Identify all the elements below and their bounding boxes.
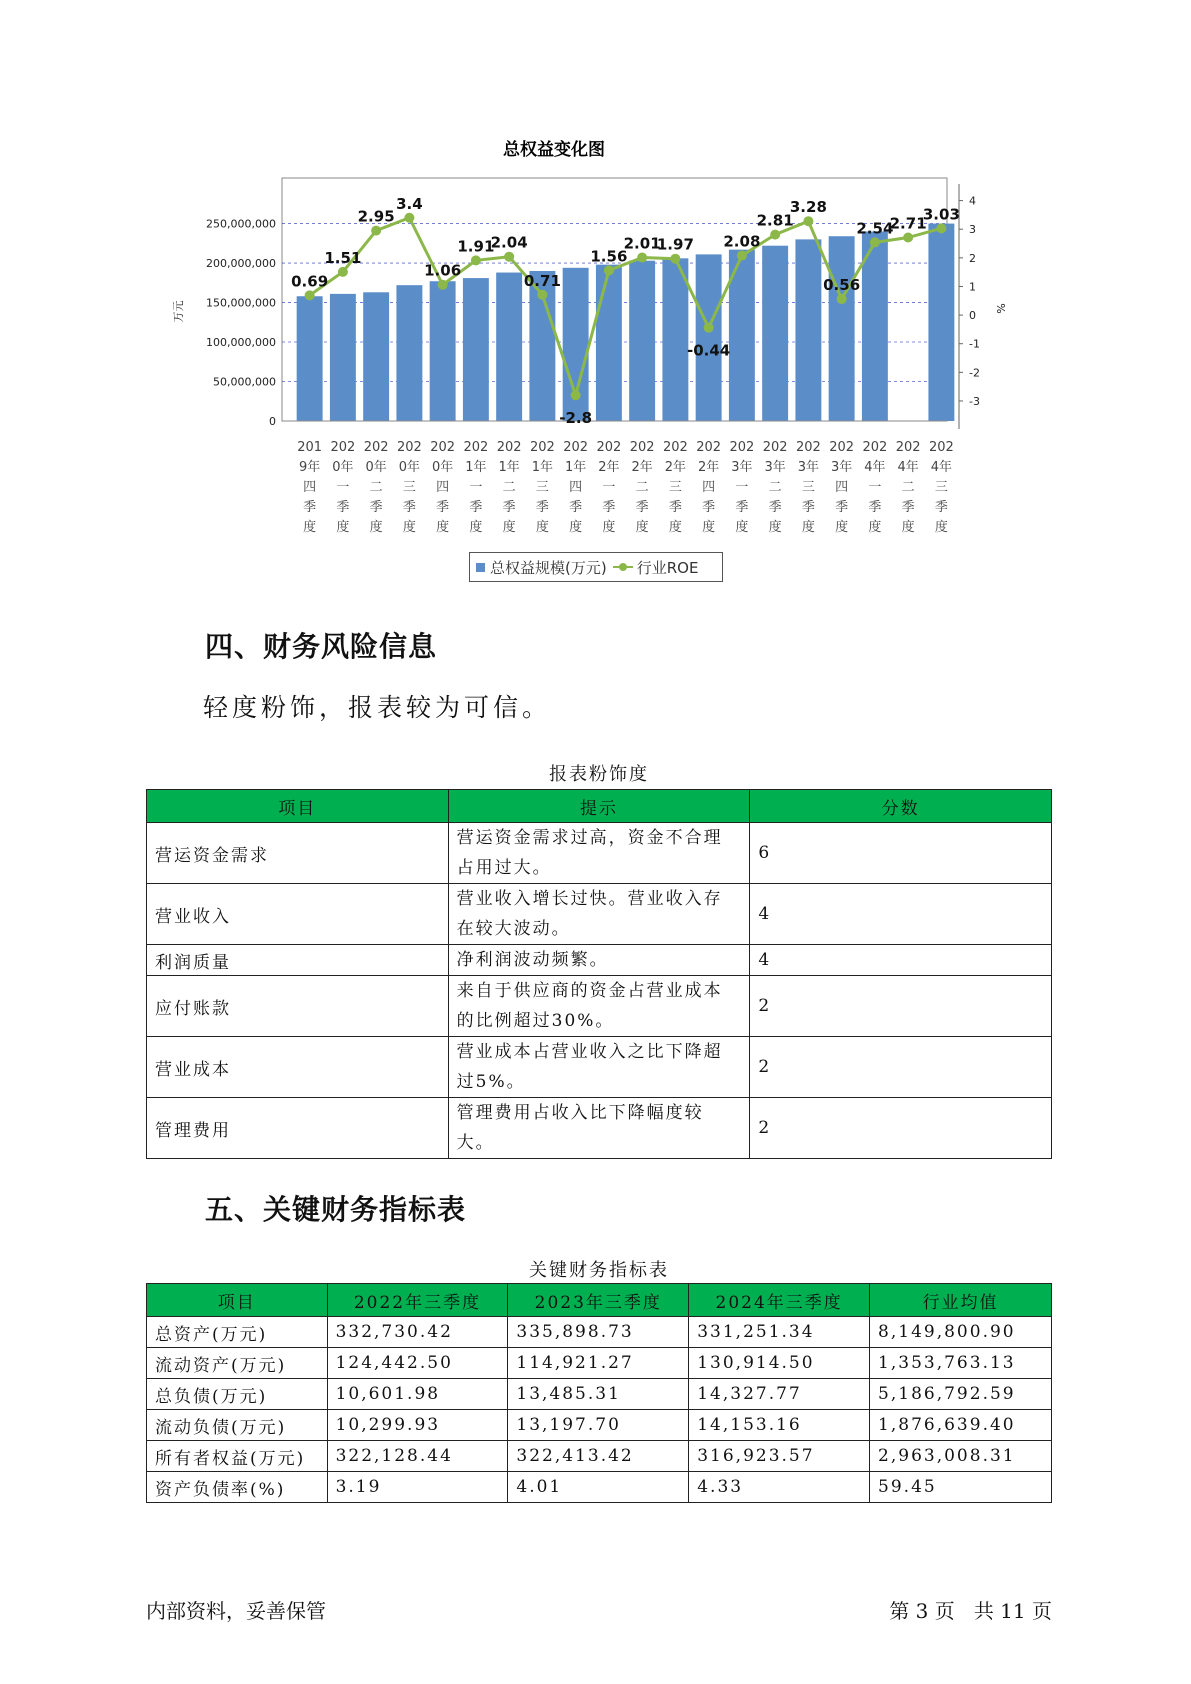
metrics-value-cell: 10,601.98 [327, 1379, 508, 1410]
x-category-label: 202 [463, 440, 489, 455]
x-category-label: 度 [436, 520, 450, 535]
metrics-value-cell: 1,353,763.13 [870, 1348, 1052, 1379]
roe-data-label: 0.71 [523, 271, 561, 290]
x-category-label: 4年 [897, 460, 919, 475]
legend-line-swatch [613, 566, 633, 568]
metrics-value-cell: 4.01 [508, 1472, 689, 1503]
x-category-label: 0年 [398, 460, 421, 475]
risk-table-row [147, 945, 1052, 976]
x-category-label: 四 [569, 480, 583, 495]
equity-chart [150, 140, 1010, 620]
x-category-label: 202 [829, 440, 855, 455]
x-category-label: 三 [668, 480, 682, 495]
x-category-label: 三 [801, 480, 815, 495]
x-category-label: 9年 [298, 460, 321, 475]
risk-table [146, 789, 1052, 1159]
roe-data-label: 1.56 [590, 247, 628, 266]
roe-point [704, 323, 714, 333]
metrics-value-cell: 4.33 [689, 1472, 870, 1503]
x-category-label: 2年 [631, 460, 653, 475]
x-category-label: 度 [502, 520, 516, 535]
x-category-label: 1年 [564, 460, 587, 475]
roe-data-label: 2.81 [756, 211, 794, 230]
y-tick-label: 50,000,000 [213, 375, 276, 389]
metrics-value-cell: 14,153.16 [689, 1410, 870, 1441]
metrics-value-cell: 130,914.50 [689, 1348, 870, 1379]
metrics-value-cell: 124,442.50 [327, 1348, 508, 1379]
metrics-table-row [147, 1379, 1052, 1410]
metrics-value-cell: 322,413.42 [508, 1441, 689, 1472]
x-category-label: 度 [569, 520, 583, 535]
x-category-label: 四 [436, 480, 450, 495]
x-category-label: 度 [402, 520, 416, 535]
roe-data-label: 1.06 [424, 261, 462, 280]
x-category-label: 202 [928, 440, 954, 455]
roe-point [305, 290, 315, 300]
x-category-label: 季 [635, 500, 649, 515]
x-category-label: 季 [369, 500, 383, 515]
x-category-label: 0年 [365, 460, 387, 475]
x-category-label: 度 [735, 520, 749, 535]
risk-header-hint: 提示 [448, 790, 750, 823]
x-category-label: 一 [336, 480, 350, 495]
metrics-value-cell: 331,251.34 [689, 1317, 870, 1348]
roe-point [604, 265, 614, 275]
equity-chart-svg [150, 140, 1010, 550]
metrics-table-row [147, 1441, 1052, 1472]
x-category-label: 2年 [598, 460, 620, 475]
metrics-value-cell: 13,485.31 [508, 1379, 689, 1410]
x-category-label: 度 [835, 520, 849, 535]
x-category-label: 度 [535, 520, 549, 535]
legend-bar-swatch [476, 563, 485, 572]
x-category-label: 三 [402, 480, 416, 495]
roe-point [338, 267, 348, 277]
risk-table-header [147, 790, 1052, 823]
risk-item-cell: 应付账款 [147, 976, 449, 1037]
x-category-label: 二 [635, 480, 649, 495]
metrics-table-row [147, 1472, 1052, 1503]
metrics-header-2022q3: 2022年三季度 [327, 1284, 508, 1317]
equity-bar [696, 254, 722, 421]
x-category-label: 季 [801, 500, 815, 515]
equity-bar [496, 273, 522, 421]
x-category-label: 3年 [797, 460, 820, 475]
risk-item-cell: 营业成本 [147, 1037, 449, 1098]
x-category-label: 季 [868, 500, 882, 515]
x-category-label: 1年 [531, 460, 554, 475]
metrics-value-cell: 335,898.73 [508, 1317, 689, 1348]
equity-bar [297, 296, 323, 421]
metrics-header-2024q3: 2024年三季度 [689, 1284, 870, 1317]
x-category-label: 0年 [431, 460, 454, 475]
risk-table-row [147, 823, 1052, 884]
equity-bar [463, 278, 489, 421]
x-category-label: 季 [336, 500, 350, 515]
x-category-label: 202 [729, 440, 755, 455]
risk-item-cell: 营业收入 [147, 884, 449, 945]
x-category-label: 度 [901, 520, 915, 535]
x-category-label: 二 [901, 480, 915, 495]
roe-point [670, 254, 680, 264]
metrics-table-header [147, 1284, 1052, 1317]
metrics-item-cell: 流动资产(万元) [147, 1348, 328, 1379]
x-category-label: 202 [396, 440, 422, 455]
y2-axis-label: % [994, 303, 1007, 314]
x-category-label: 度 [303, 520, 317, 535]
risk-score-cell: 6 [750, 823, 1052, 884]
x-category-label: 202 [862, 440, 888, 455]
roe-point [737, 251, 747, 261]
equity-bar [363, 292, 389, 421]
y2-tick-label: 2 [969, 251, 976, 265]
x-category-label: 202 [496, 440, 522, 455]
metrics-value-cell: 10,299.93 [327, 1410, 508, 1441]
metrics-value-cell: 332,730.42 [327, 1317, 508, 1348]
risk-table-row [147, 1037, 1052, 1098]
x-category-label: 1年 [465, 460, 487, 475]
x-category-label: 度 [934, 520, 948, 535]
metrics-value-cell: 316,923.57 [689, 1441, 870, 1472]
roe-data-label: 2.08 [723, 232, 761, 251]
metrics-table-row [147, 1348, 1052, 1379]
x-category-label: 季 [602, 500, 616, 515]
x-category-label: 202 [596, 440, 622, 455]
x-category-label: 季 [735, 500, 749, 515]
risk-table-row [147, 884, 1052, 945]
equity-bar [795, 239, 821, 421]
x-category-label: 202 [563, 440, 589, 455]
x-category-label: 一 [602, 480, 616, 495]
roe-data-label: -0.44 [687, 341, 731, 360]
y-tick-label: 100,000,000 [206, 336, 276, 350]
risk-item-cell: 管理费用 [147, 1098, 449, 1159]
risk-header-item: 项目 [147, 790, 449, 823]
metrics-table [146, 1283, 1052, 1503]
x-category-label: 3年 [731, 460, 753, 475]
equity-bar [430, 281, 456, 421]
risk-table-caption: 报表粉饰度 [549, 764, 649, 785]
risk-item-cell: 利润质量 [147, 945, 449, 976]
x-category-label: 季 [469, 500, 483, 515]
risk-table-row [147, 1098, 1052, 1159]
x-category-label: 二 [502, 480, 516, 495]
roe-point [936, 223, 946, 233]
x-category-label: 202 [529, 440, 555, 455]
roe-point [371, 226, 381, 236]
metrics-value-cell: 3.19 [327, 1472, 508, 1503]
risk-hint-cell: 净利润波动频繁。 [448, 945, 750, 976]
x-category-label: 202 [629, 440, 655, 455]
y2-tick-label: 3 [969, 223, 976, 237]
metrics-item-cell: 总资产(万元) [147, 1317, 328, 1348]
footer-page-number: 第 3 页 共 11 页 [889, 1599, 1052, 1623]
x-category-label: 二 [369, 480, 383, 495]
risk-header-score: 分数 [750, 790, 1052, 823]
chart-legend [469, 552, 723, 582]
roe-point [803, 216, 813, 226]
x-category-label: 202 [762, 440, 788, 455]
x-category-label: 3年 [830, 460, 853, 475]
roe-point [870, 237, 880, 247]
equity-bar [330, 294, 356, 421]
y2-tick-label: -2 [969, 366, 980, 380]
metrics-table-row [147, 1410, 1052, 1441]
metrics-header-2023q3: 2023年三季度 [508, 1284, 689, 1317]
x-category-label: 季 [535, 500, 549, 515]
x-category-label: 季 [502, 500, 516, 515]
y2-tick-label: -1 [969, 337, 980, 351]
metrics-item-cell: 流动负债(万元) [147, 1410, 328, 1441]
x-category-label: 202 [430, 440, 456, 455]
x-category-label: 季 [668, 500, 682, 515]
roe-point [404, 213, 414, 223]
roe-point [837, 294, 847, 304]
x-category-label: 202 [696, 440, 722, 455]
equity-bar [762, 246, 788, 421]
x-category-label: 度 [469, 520, 483, 535]
x-category-label: 度 [868, 520, 882, 535]
risk-score-cell: 2 [750, 1037, 1052, 1098]
risk-item-cell: 营运资金需求 [147, 823, 449, 884]
x-category-label: 三 [535, 480, 549, 495]
x-category-label: 度 [602, 520, 616, 535]
x-category-label: 度 [369, 520, 383, 535]
x-category-label: 一 [735, 480, 749, 495]
roe-point [438, 280, 448, 290]
x-category-label: 度 [668, 520, 682, 535]
x-category-label: 202 [895, 440, 921, 455]
section5-heading: 五、关键财务指标表 [205, 1193, 467, 1226]
x-category-label: 四 [303, 480, 317, 495]
roe-point [537, 290, 547, 300]
metrics-value-cell: 5,186,792.59 [870, 1379, 1052, 1410]
metrics-value-cell: 322,128.44 [327, 1441, 508, 1472]
metrics-value-cell: 2,963,008.31 [870, 1441, 1052, 1472]
metrics-header-industry: 行业均值 [870, 1284, 1052, 1317]
roe-data-label: -2.8 [559, 409, 593, 428]
equity-bar [829, 236, 855, 421]
risk-score-cell: 2 [750, 1098, 1052, 1159]
legend-bar-label: 总权益规模(万元) [490, 558, 607, 577]
x-category-label: 季 [569, 500, 583, 515]
x-category-label: 一 [868, 480, 882, 495]
x-category-label: 一 [469, 480, 483, 495]
equity-bar [662, 258, 688, 421]
x-category-label: 度 [768, 520, 782, 535]
roe-data-label: 2.71 [889, 214, 927, 233]
y-tick-label: 200,000,000 [206, 257, 276, 271]
legend-line-label: 行业ROE [636, 558, 699, 577]
x-category-label: 201 [297, 440, 323, 455]
y2-tick-label: 1 [969, 280, 976, 294]
x-category-label: 度 [336, 520, 350, 535]
metrics-item-cell: 总负债(万元) [147, 1379, 328, 1410]
roe-data-label: 3.28 [789, 198, 827, 217]
roe-point [903, 233, 913, 243]
x-category-label: 四 [835, 480, 849, 495]
x-category-label: 季 [402, 500, 416, 515]
metrics-item-cell: 资产负债率(%) [147, 1472, 328, 1503]
y2-tick-label: 0 [969, 309, 976, 323]
risk-hint-cell: 营运资金需求过高，资金不合理占用过大。 [448, 823, 750, 884]
metrics-value-cell: 114,921.27 [508, 1348, 689, 1379]
roe-point [637, 253, 647, 263]
x-category-label: 四 [702, 480, 716, 495]
x-category-label: 度 [702, 520, 716, 535]
risk-table-row [147, 976, 1052, 1037]
section4-heading: 四、财务风险信息 [205, 630, 438, 663]
equity-bar [396, 285, 422, 421]
risk-score-cell: 2 [750, 976, 1052, 1037]
metrics-table-row [147, 1317, 1052, 1348]
x-category-label: 4年 [864, 460, 886, 475]
roe-point [471, 255, 481, 265]
x-category-label: 3年 [764, 460, 786, 475]
x-category-label: 1年 [498, 460, 520, 475]
risk-hint-cell: 营业成本占营业收入之比下降超过5%。 [448, 1037, 750, 1098]
chart-title: 总权益变化图 [503, 140, 605, 160]
risk-score-cell: 4 [750, 884, 1052, 945]
x-category-label: 0年 [332, 460, 354, 475]
equity-bar [596, 265, 622, 421]
roe-point [504, 252, 514, 262]
y-tick-label: 250,000,000 [206, 217, 276, 231]
metrics-header-item: 项目 [147, 1284, 328, 1317]
x-category-label: 季 [303, 500, 317, 515]
risk-score-cell: 4 [750, 945, 1052, 976]
x-category-label: 三 [934, 480, 948, 495]
roe-data-label: 3.03 [922, 205, 960, 224]
x-category-label: 2年 [664, 460, 687, 475]
roe-data-label: 0.56 [823, 276, 861, 295]
x-category-label: 202 [330, 440, 356, 455]
equity-bar [629, 261, 655, 421]
risk-hint-cell: 管理费用占收入比下降幅度较大。 [448, 1098, 750, 1159]
footer-confidential: 内部资料，妥善保管 [146, 1599, 326, 1623]
roe-data-label: 1.51 [324, 248, 362, 267]
roe-data-label: 1.97 [656, 235, 694, 254]
x-category-label: 季 [768, 500, 782, 515]
x-category-label: 4年 [930, 460, 953, 475]
risk-hint-cell: 来自于供应商的资金占营业成本的比例超过30%。 [448, 976, 750, 1037]
roe-point [571, 390, 581, 400]
x-category-label: 季 [702, 500, 716, 515]
y-tick-label: 0 [269, 415, 276, 428]
roe-data-label: 1.91 [457, 237, 495, 256]
x-category-label: 二 [768, 480, 782, 495]
x-category-label: 季 [934, 500, 948, 515]
y-tick-label: 150,000,000 [206, 296, 276, 310]
roe-data-label: 2.54 [856, 219, 894, 238]
x-category-label: 度 [801, 520, 815, 535]
x-category-label: 季 [436, 500, 450, 515]
x-category-label: 202 [662, 440, 688, 455]
y2-tick-label: 4 [969, 194, 976, 208]
x-category-label: 202 [795, 440, 821, 455]
roe-data-label: 2.95 [357, 207, 395, 226]
x-category-label: 度 [635, 520, 649, 535]
risk-hint-cell: 营业收入增长过快。营业收入存在较大波动。 [448, 884, 750, 945]
x-category-label: 202 [363, 440, 389, 455]
metrics-value-cell: 59.45 [870, 1472, 1052, 1503]
section4-conclusion: 轻度粉饰，报表较为可信。 [203, 693, 552, 722]
equity-bar [928, 224, 954, 421]
y2-tick-label: -3 [969, 394, 980, 408]
metrics-value-cell: 1,876,639.40 [870, 1410, 1052, 1441]
x-category-label: 季 [835, 500, 849, 515]
roe-data-label: 3.4 [396, 194, 423, 213]
roe-data-label: 2.04 [490, 233, 528, 252]
roe-point [770, 230, 780, 240]
metrics-item-cell: 所有者权益(万元) [147, 1441, 328, 1472]
roe-data-label: 0.69 [291, 272, 329, 291]
metrics-value-cell: 8,149,800.90 [870, 1317, 1052, 1348]
x-category-label: 季 [901, 500, 915, 515]
x-category-label: 2年 [697, 460, 720, 475]
metrics-value-cell: 13,197.70 [508, 1410, 689, 1441]
y-axis-label: 万元 [172, 300, 185, 323]
metrics-table-caption: 关键财务指标表 [529, 1260, 669, 1281]
metrics-value-cell: 14,327.77 [689, 1379, 870, 1410]
roe-data-label: 2.01 [623, 234, 661, 253]
